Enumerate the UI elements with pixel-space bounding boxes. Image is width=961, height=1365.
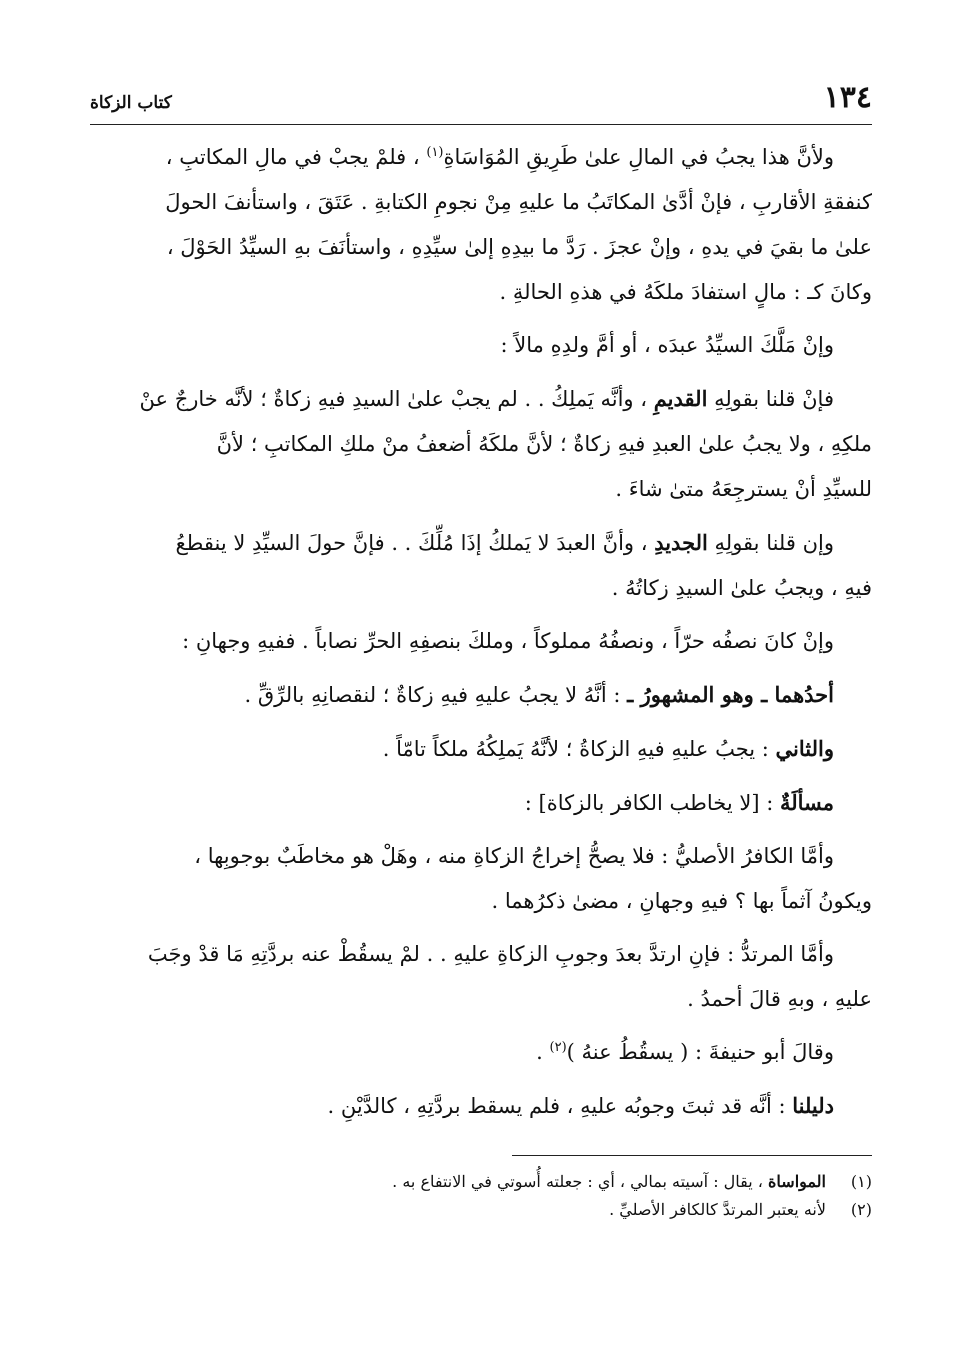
text-line	[90, 180, 872, 225]
text-run: فإنْ قلنا بقولِهِ	[707, 387, 834, 411]
text-run: عليهِ ، وبهِ قالَ أحمدُ .	[687, 987, 872, 1011]
paragraph	[90, 376, 872, 512]
footnote-text	[392, 1168, 826, 1196]
paragraph	[90, 1083, 872, 1129]
text-run: .	[536, 1040, 550, 1064]
footnote-number: (٢)	[850, 1200, 872, 1219]
text-run: : أنَّهُ لا يجبُ عليهِ فيهِ زكاةٌ ؛ لنقصانِهِ بالرِّقِّ .	[244, 683, 628, 707]
text-run: فيهِ ، ويجبُ علىٰ السيدِ زكاتُهُ .	[611, 576, 872, 600]
text-line	[90, 520, 834, 566]
text-run: وأمَّا الكافرُ الأصليُّ : فلا يصحُّ إخراجُ الزكاةِ منه ، وهَلْ هو مخاطَبٌ بوجوبِها ،	[194, 844, 834, 868]
paragraph	[90, 323, 872, 368]
text-line	[90, 726, 834, 772]
bold-term: القديمِ	[653, 386, 708, 411]
paragraph	[90, 780, 872, 826]
text-run: كنفقةِ الأقاربِ ، فإنْ أدَّىٰ المكاتَبُ ما عليهِ مِنْ نجومِ الكتابةِ . عَتَقَ ، واستأنفَ الحولَ	[165, 190, 872, 214]
text-run: : يجبُ عليهِ فيهِ الزكاةُ ؛ لأنَّهُ يَملِكُهُ ملكاً تامّاً .	[382, 737, 776, 761]
text-run: ، يقال : آسيته بمالي ، أي : جعلته أُسوتي في الانتفاع به .	[392, 1172, 769, 1191]
text-run: وإنْ كانَ نصفُه حرّاً ، ونصفُهُ مملوكاً ، وملكَ بنصفِهِ الحرِّ نصاباً . ففيهِ وجهانِ :	[182, 629, 834, 653]
text-run: : أنَّه قد ثبتَ وجوبُه عليهِ ، فلم يسقط بردَّتِهِ ، كالدَّيْنِ .	[327, 1094, 793, 1118]
footnote-text	[609, 1196, 826, 1224]
bold-term: مسألَةٌ	[779, 790, 834, 815]
text-line	[90, 977, 872, 1022]
footnote-marker: (٢)	[549, 1040, 567, 1055]
paragraph	[90, 1030, 872, 1075]
paragraph	[90, 726, 872, 772]
footnote-divider	[512, 1155, 872, 1156]
text-line	[90, 780, 834, 826]
text-run: علىٰ ما بقيَ في يدهِ ، وإنْ عجزَ . رَدَّ ما بيدِهِ إلىٰ سيِّدِهِ ، واستأنَفَ بهِ السيِّدُ الحَوْلَ ،	[166, 235, 872, 259]
text-run: وإنْ مَلَّكَ السيِّدُ عبدَه ، أو أمَّ ولدِهِ مالاً :	[500, 333, 834, 357]
text-run: ، فلمْ يجبْ في مالِ المكاتبِ ،	[165, 145, 427, 169]
text-line	[90, 376, 834, 422]
text-line	[90, 619, 834, 664]
bold-term: دليلنا	[792, 1093, 834, 1118]
paragraph	[90, 619, 872, 664]
paragraph	[90, 834, 872, 924]
page-number: ١٣٤	[823, 80, 872, 115]
footnote-number: (١)	[850, 1172, 872, 1191]
text-line	[90, 879, 872, 924]
text-run: ، وأنَّه يَملِكُ . . لم يجبْ علىٰ السيدِ فيهِ زكاةٌ ؛ لأنَّه خارجٌ عنْ	[139, 387, 654, 411]
text-run: وقالَ أبو حنيفةَ : ( يسقُطُ عنهُ )	[566, 1040, 834, 1064]
text-run: وإن قلنا بقولِهِ	[707, 531, 834, 555]
text-run: للسيِّدِ أنْ يسترجِعَهُ متىٰ شاءَ .	[615, 477, 872, 501]
footnote	[90, 1196, 872, 1224]
text-run: وأمَّا المرتدُّ : فإنِ ارتدَّ بعدَ وجوبِ الزكاةِ عليهِ . . لمْ يسقُطْ عنه بردَّتِهِ مَا قدْ وجَبَ	[147, 942, 834, 966]
bold-term: والثاني	[775, 736, 834, 761]
text-run: لأنه يعتبر المرتدَّ كالكافر الأصليِّ .	[609, 1200, 826, 1219]
bold-term: أحدُهما ـ وهو المشهورُ ـ	[627, 682, 834, 707]
text-run: ويكونُ آثماً بها ؟ فيهِ وجهانِ ، مضىٰ ذكرُهما .	[491, 889, 872, 913]
text-line	[90, 1030, 834, 1075]
text-line	[90, 467, 872, 512]
text-line	[90, 834, 834, 879]
text-line	[90, 932, 834, 977]
text-line	[90, 566, 872, 611]
text-line	[90, 270, 872, 315]
text-run: ملكِهِ ، ولا يجبُ علىٰ العبدِ فيهِ زكاةٌ ؛ لأنَّ ملكَهُ أضعفُ منْ ملكِ المكاتبِ ؛ لأنَّ	[216, 432, 872, 456]
main-text	[90, 135, 872, 1129]
text-run: ، وأنَّ العبدَ لا يَملكُ إذَا مُلِّكَ . . فإنَّ حولَ السيِّدِ لا ينقطعُ	[175, 531, 655, 555]
footnote-marker: (١)	[426, 145, 444, 160]
footnote	[90, 1168, 872, 1196]
text-run: وكانَ كـ : مالٍ استفادَ ملكَهُ في هذهِ الحالةِ .	[499, 280, 872, 304]
running-title: كتاب الزكاة	[90, 93, 172, 113]
bold-term: المواساة	[768, 1172, 826, 1191]
bold-term: الجديدِ	[654, 530, 708, 555]
footnotes	[90, 1168, 872, 1224]
text-run: : [لا يخاطب الكافر بالزكاة] :	[524, 791, 780, 815]
text-line	[90, 323, 834, 368]
text-line	[90, 135, 834, 180]
text-run: ولأنَّ هذا يجبُ في المالِ علىٰ طَرِيقِ المُوَاسَاةِ	[443, 145, 834, 169]
paragraph	[90, 932, 872, 1022]
paragraph	[90, 520, 872, 611]
text-line	[90, 1083, 834, 1129]
text-line	[90, 225, 872, 270]
text-line	[90, 422, 872, 467]
text-line	[90, 672, 834, 718]
header-divider	[90, 124, 872, 125]
book-page	[90, 78, 872, 1224]
paragraph	[90, 672, 872, 718]
page-header	[90, 78, 872, 118]
paragraph	[90, 135, 872, 315]
